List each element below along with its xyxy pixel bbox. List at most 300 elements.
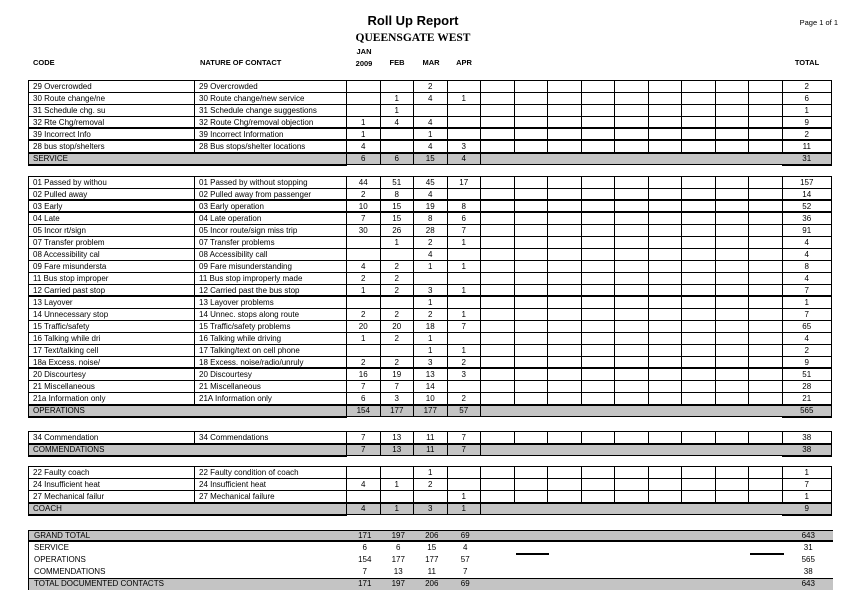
empty-month-cell: [716, 237, 750, 248]
month-value-cell: [448, 273, 482, 284]
contact-row: [28, 129, 832, 141]
empty-month-cell: [481, 381, 515, 392]
empty-month-cell: [615, 467, 649, 478]
nature-cell: 04 Late operation: [195, 213, 347, 224]
empty-month-cell: [548, 141, 582, 152]
code-cell: 12 Carried past stop: [28, 285, 195, 295]
total-underline: [28, 164, 347, 166]
empty-month-cell: [649, 357, 683, 367]
summary-month-value: 4: [463, 543, 468, 552]
month-value-cell: 4: [347, 261, 381, 272]
empty-month-cell: [615, 177, 649, 188]
empty-month-cell: [716, 189, 750, 199]
empty-month-cell: [515, 285, 549, 295]
month-value-cell: 2: [414, 309, 448, 320]
empty-month-cell: [582, 261, 616, 272]
month-value-cell: 3: [448, 369, 482, 380]
empty-month-cell: [549, 542, 583, 554]
empty-month-cell: [548, 273, 582, 284]
empty-month-cell: [649, 467, 683, 478]
empty-month-cell: [481, 432, 515, 443]
empty-month-cell: [749, 213, 783, 224]
empty-month-cell: [481, 261, 515, 272]
month-value-cell: 4: [347, 141, 381, 152]
commendations-table: [28, 431, 832, 456]
empty-month-cell: [682, 406, 716, 416]
summary-month-value: 197: [391, 531, 405, 540]
code-cell: 09 Fare misundersta: [28, 261, 195, 272]
empty-month-cell: [749, 105, 783, 116]
empty-month-cell: [515, 141, 549, 152]
contact-row: [28, 201, 832, 213]
month-value-cell: [347, 249, 381, 260]
code-cell: 02 Pulled away: [28, 189, 195, 199]
empty-month-cell: [717, 554, 751, 566]
empty-month-cell: [481, 504, 515, 514]
total-cell: 157: [783, 177, 833, 188]
month-value-cell: 1: [448, 309, 482, 320]
section-total-month-value: 4: [448, 154, 482, 164]
empty-month-cell: [682, 369, 716, 380]
empty-month-cell: [582, 345, 616, 356]
section-total-row: [28, 444, 832, 456]
empty-month-cell: [548, 237, 582, 248]
empty-month-cell: [515, 117, 549, 127]
empty-month-cell: [649, 297, 683, 308]
empty-month-cell: [716, 445, 750, 455]
total-cell: 4: [783, 273, 833, 284]
total-underline: [28, 514, 347, 516]
summary-month-value: 171: [358, 579, 372, 588]
empty-month-cell: [616, 531, 650, 540]
empty-month-cell: [717, 566, 751, 578]
month-value-cell: 2: [381, 333, 415, 344]
empty-month-cell: [615, 261, 649, 272]
month-value-cell: [347, 345, 381, 356]
month-value-cell: 1: [347, 285, 381, 295]
contact-row: [28, 369, 832, 381]
section-total-month-value: 4: [347, 504, 381, 514]
month-value-cell: 17: [448, 177, 482, 188]
month-value-cell: [381, 491, 415, 502]
empty-month-cell: [615, 369, 649, 380]
empty-month-cell: [615, 479, 649, 490]
empty-month-cell: [649, 369, 683, 380]
empty-month-cell: [615, 81, 649, 92]
summary-month-value: 57: [460, 555, 470, 564]
contact-row: [28, 432, 832, 444]
empty-month-cell: [582, 357, 616, 367]
code-cell: 16 Talking while dri: [28, 333, 195, 344]
month-value-cell: [347, 297, 381, 308]
empty-month-cell: [481, 333, 515, 344]
total-cell: 1: [783, 105, 833, 116]
empty-month-cell: [481, 189, 515, 199]
column-header-jan-line2: 2009: [355, 59, 373, 68]
empty-month-cell: [749, 154, 783, 164]
empty-month-cell: [615, 249, 649, 260]
empty-month-cell: [515, 333, 549, 344]
empty-month-cell: [582, 467, 616, 478]
empty-month-cell: [649, 154, 683, 164]
total-cell: 4: [783, 237, 833, 248]
month-value-cell: [448, 297, 482, 308]
empty-month-cell: [615, 129, 649, 139]
empty-month-cell: [583, 531, 617, 540]
nature-cell: 09 Fare misunderstanding: [195, 261, 347, 272]
nature-cell: 15 Traffic/safety problems: [195, 321, 347, 332]
empty-month-cell: [716, 491, 750, 502]
empty-month-cell: [548, 201, 582, 211]
month-value-cell: 4: [347, 479, 381, 490]
total-cell: 38: [783, 432, 833, 443]
empty-month-cell: [682, 249, 716, 260]
nature-cell: 21A Information only: [195, 393, 347, 404]
empty-month-cell: [683, 579, 717, 590]
empty-month-cell: [615, 504, 649, 514]
contact-row: [28, 393, 832, 405]
month-value-cell: 2: [448, 357, 482, 367]
nature-cell: 07 Transfer problems: [195, 237, 347, 248]
month-value-cell: [414, 491, 448, 502]
total-cell: 4: [783, 333, 833, 344]
code-cell: 28 bus stop/shelters: [28, 141, 195, 152]
empty-month-cell: [582, 249, 616, 260]
empty-month-cell: [615, 321, 649, 332]
column-header-nature: NATURE OF CONTACT: [200, 58, 282, 67]
empty-month-cell: [749, 432, 783, 443]
month-value-cell: 1: [414, 345, 448, 356]
empty-month-cell: [615, 333, 649, 344]
month-value-cell: 2: [381, 309, 415, 320]
empty-month-cell: [615, 154, 649, 164]
empty-month-cell: [481, 249, 515, 260]
empty-month-cell: [582, 491, 616, 502]
empty-month-cell: [682, 93, 716, 104]
month-value-cell: 11: [414, 432, 448, 443]
empty-month-cell: [682, 189, 716, 199]
empty-month-cell: [649, 237, 683, 248]
empty-month-cell: [649, 479, 683, 490]
month-value-cell: 3: [448, 141, 482, 152]
empty-month-cell: [682, 345, 716, 356]
empty-month-cell: [548, 333, 582, 344]
empty-month-cell: [682, 225, 716, 236]
nature-cell: 14 Unnec. stops along route: [195, 309, 347, 320]
contact-row: [28, 345, 832, 357]
empty-month-cell: [716, 225, 750, 236]
empty-month-cell: [650, 531, 684, 540]
empty-month-cell: [548, 345, 582, 356]
empty-month-cell: [548, 249, 582, 260]
nature-cell: 31 Schedule change suggestions: [195, 105, 347, 116]
empty-month-cell: [615, 225, 649, 236]
month-value-cell: [448, 479, 482, 490]
month-value-cell: [381, 141, 415, 152]
empty-month-cell: [481, 393, 515, 404]
code-cell: 15 Traffic/safety: [28, 321, 195, 332]
month-value-cell: 6: [448, 213, 482, 224]
code-cell: 07 Transfer problem: [28, 237, 195, 248]
empty-month-cell: [516, 566, 550, 578]
contact-row: [28, 357, 832, 369]
code-cell: 22 Faulty coach: [28, 467, 195, 478]
empty-month-cell: [582, 129, 616, 139]
empty-month-cell: [481, 105, 515, 116]
code-cell: 13 Layover: [28, 297, 195, 308]
month-value-cell: 1: [381, 93, 415, 104]
month-value-cell: 8: [381, 189, 415, 199]
empty-month-cell: [481, 297, 515, 308]
month-value-cell: 44: [347, 177, 381, 188]
contact-row: [28, 491, 832, 503]
contact-row: [28, 333, 832, 345]
month-value-cell: 15: [381, 213, 415, 224]
empty-month-cell: [716, 285, 750, 295]
empty-month-cell: [649, 189, 683, 199]
empty-month-cell: [582, 479, 616, 490]
empty-month-cell: [582, 369, 616, 380]
summary-month-value: 6: [362, 543, 367, 552]
nature-cell: 34 Commendations: [195, 432, 347, 443]
code-cell: 01 Passed by withou: [28, 177, 195, 188]
summary-row: [29, 578, 833, 590]
month-value-cell: 8: [448, 201, 482, 211]
code-cell: 34 Commendation: [28, 432, 195, 443]
total-cell: 11: [783, 141, 833, 152]
empty-month-cell: [682, 177, 716, 188]
empty-month-cell: [548, 81, 582, 92]
empty-month-cell: [649, 177, 683, 188]
empty-month-cell: [682, 117, 716, 127]
empty-month-cell: [616, 542, 650, 554]
month-value-cell: [448, 467, 482, 478]
empty-month-cell: [515, 93, 549, 104]
month-value-cell: 1: [414, 467, 448, 478]
nature-cell: 05 Incor route/sign miss trip: [195, 225, 347, 236]
empty-month-cell: [583, 566, 617, 578]
empty-month-cell: [649, 406, 683, 416]
empty-month-cell: [548, 479, 582, 490]
empty-month-cell: [749, 309, 783, 320]
empty-month-cell: [481, 479, 515, 490]
month-value-cell: 1: [414, 129, 448, 139]
empty-month-cell: [750, 531, 784, 540]
summary-row-label: COMMENDATIONS: [34, 567, 106, 576]
code-cell: 04 Late: [28, 213, 195, 224]
operations-table: [28, 176, 832, 417]
month-value-cell: 8: [414, 213, 448, 224]
month-value-cell: [381, 129, 415, 139]
empty-month-cell: [683, 554, 717, 566]
empty-month-cell: [616, 579, 650, 590]
empty-month-cell: [682, 285, 716, 295]
code-cell: 30 Route change/ne: [28, 93, 195, 104]
month-value-cell: 2: [414, 479, 448, 490]
empty-month-cell: [649, 309, 683, 320]
empty-month-cell: [515, 225, 549, 236]
month-value-cell: 16: [347, 369, 381, 380]
empty-month-cell: [649, 225, 683, 236]
month-value-cell: 1: [347, 129, 381, 139]
empty-month-cell: [548, 117, 582, 127]
month-value-cell: 1: [381, 105, 415, 116]
total-underline: [28, 455, 347, 457]
empty-month-cell: [481, 154, 515, 164]
empty-month-cell: [515, 321, 549, 332]
section-total-month-value: 13: [381, 445, 415, 455]
empty-month-cell: [515, 154, 549, 164]
column-header-apr: APR: [456, 58, 472, 67]
section-total-month-value: 6: [381, 154, 415, 164]
empty-month-cell: [515, 406, 549, 416]
empty-month-cell: [616, 554, 650, 566]
empty-month-cell: [716, 369, 750, 380]
month-value-cell: 28: [414, 225, 448, 236]
empty-month-cell: [481, 406, 515, 416]
empty-month-cell: [481, 225, 515, 236]
empty-month-cell: [716, 309, 750, 320]
empty-month-cell: [682, 309, 716, 320]
summary-row: [29, 542, 833, 554]
summary-month-value: 206: [425, 579, 439, 588]
empty-month-cell: [716, 177, 750, 188]
empty-month-cell: [716, 504, 750, 514]
summary-month-value: 206: [425, 531, 439, 540]
summary-month-value: 7: [463, 567, 468, 576]
contact-row: [28, 81, 832, 93]
empty-month-cell: [516, 579, 550, 590]
empty-month-cell: [749, 321, 783, 332]
nature-cell: 03 Early operation: [195, 201, 347, 211]
month-value-cell: 1: [381, 479, 415, 490]
total-cell: 65: [783, 321, 833, 332]
empty-month-cell: [615, 213, 649, 224]
empty-month-cell: [649, 432, 683, 443]
month-value-cell: 2: [414, 81, 448, 92]
empty-month-cell: [749, 225, 783, 236]
empty-month-cell: [682, 357, 716, 367]
empty-month-cell: [515, 201, 549, 211]
summary-month-value: 69: [460, 531, 470, 540]
empty-month-cell: [682, 432, 716, 443]
total-cell: 7: [783, 285, 833, 295]
code-cell: 24 Insufficient heat: [28, 479, 195, 490]
column-header-jan-line1: JAN: [356, 47, 372, 56]
empty-month-cell: [481, 177, 515, 188]
code-cell: 29 Overcrowded: [28, 81, 195, 92]
empty-month-cell: [716, 321, 750, 332]
empty-month-cell: [515, 479, 549, 490]
section-total-month-value: 154: [347, 406, 381, 416]
month-value-cell: 2: [347, 309, 381, 320]
empty-month-cell: [516, 554, 550, 566]
month-value-cell: 19: [381, 369, 415, 380]
total-cell: 6: [783, 93, 833, 104]
empty-month-cell: [548, 432, 582, 443]
empty-month-cell: [615, 285, 649, 295]
empty-month-cell: [682, 154, 716, 164]
contact-row: [28, 479, 832, 491]
empty-month-cell: [615, 406, 649, 416]
empty-month-cell: [481, 321, 515, 332]
empty-month-cell: [649, 491, 683, 502]
total-cell: 7: [783, 309, 833, 320]
section-total-row: [28, 405, 832, 417]
section-total-value: 565: [783, 406, 833, 416]
nature-cell: 29 Overcrowded: [195, 81, 347, 92]
empty-month-cell: [750, 566, 784, 578]
empty-month-cell: [615, 381, 649, 392]
empty-month-cell: [482, 566, 516, 578]
nature-cell: 16 Talking while driving: [195, 333, 347, 344]
code-cell: 18a Excess. noise/: [28, 357, 195, 367]
empty-month-cell: [582, 189, 616, 199]
empty-month-cell: [649, 445, 683, 455]
month-value-cell: [448, 81, 482, 92]
empty-month-cell: [582, 297, 616, 308]
column-header-mar: MAR: [422, 58, 440, 67]
contact-row: [28, 141, 832, 153]
total-cell: 91: [783, 225, 833, 236]
empty-month-cell: [481, 357, 515, 367]
empty-month-cell: [615, 345, 649, 356]
month-value-cell: [347, 93, 381, 104]
month-value-cell: 1: [414, 297, 448, 308]
column-header-jan-2009: [347, 46, 381, 70]
total-underline: [782, 455, 832, 457]
nature-cell: 27 Mechanical failure: [195, 491, 347, 502]
empty-month-cell: [716, 81, 750, 92]
empty-month-cell: [481, 201, 515, 211]
month-value-cell: 14: [414, 381, 448, 392]
month-value-cell: 2: [381, 273, 415, 284]
section-total-month-value: 7: [448, 445, 482, 455]
empty-month-cell: [615, 309, 649, 320]
empty-month-cell: [749, 479, 783, 490]
empty-month-cell: [548, 213, 582, 224]
empty-month-cell: [716, 129, 750, 139]
empty-month-cell: [649, 321, 683, 332]
empty-month-cell: [549, 579, 583, 590]
empty-month-cell: [548, 357, 582, 367]
empty-month-cell: [749, 357, 783, 367]
empty-month-cell: [548, 225, 582, 236]
section-total-label: COACH: [28, 504, 347, 514]
summary-month-value: 177: [391, 555, 405, 564]
empty-month-cell: [682, 213, 716, 224]
empty-month-cell: [682, 105, 716, 116]
empty-month-cell: [749, 273, 783, 284]
empty-month-cell: [649, 81, 683, 92]
month-value-cell: [347, 491, 381, 502]
total-cell: 9: [783, 357, 833, 367]
empty-month-cell: [615, 273, 649, 284]
month-value-cell: [381, 81, 415, 92]
empty-month-cell: [482, 531, 516, 540]
empty-month-cell: [582, 177, 616, 188]
total-underline: [782, 514, 832, 516]
month-value-cell: 1: [448, 345, 482, 356]
code-cell: 21a Information only: [28, 393, 195, 404]
month-value-cell: [381, 297, 415, 308]
code-cell: 31 Schedule chg. su: [28, 105, 195, 116]
empty-month-cell: [515, 345, 549, 356]
month-value-cell: 13: [414, 369, 448, 380]
code-cell: 17 Text/talking cell: [28, 345, 195, 356]
empty-month-cell: [682, 445, 716, 455]
empty-month-cell: [548, 105, 582, 116]
